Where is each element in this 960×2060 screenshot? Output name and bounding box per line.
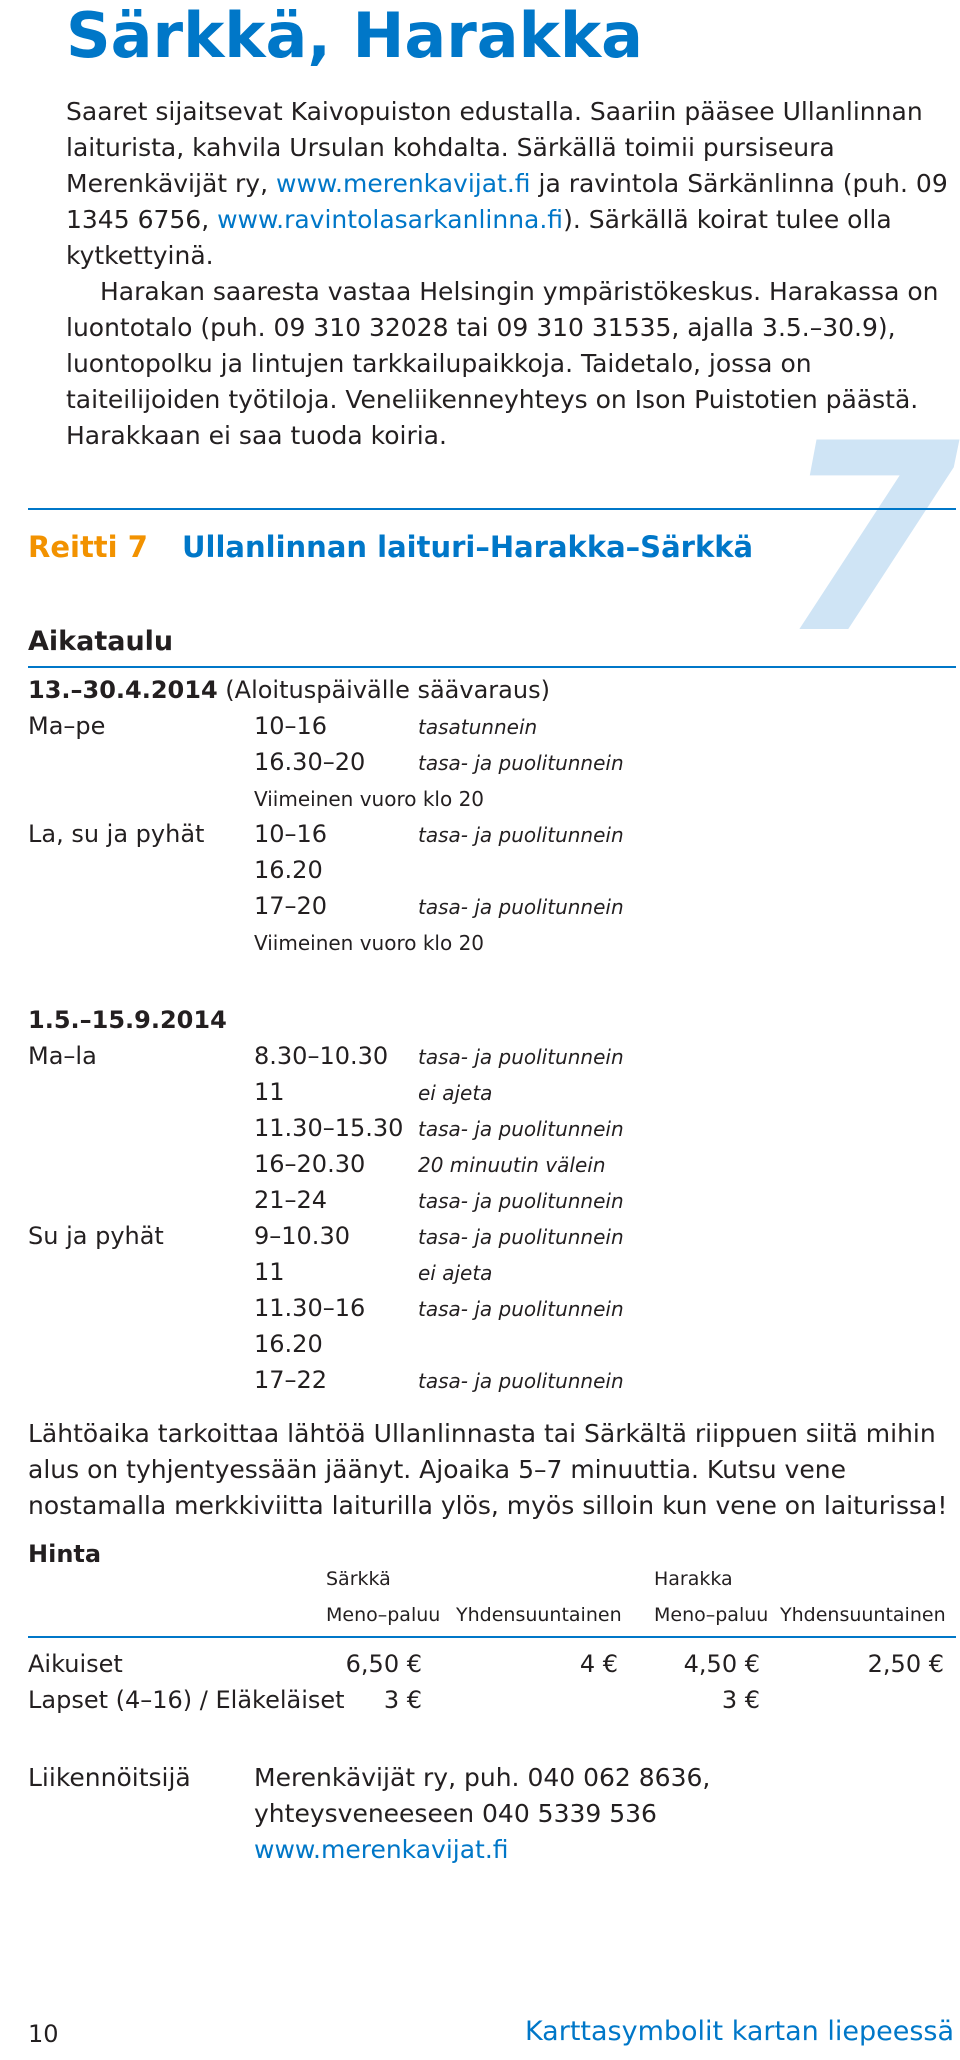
- departure-info: Lähtöaika tarkoittaa lähtöä Ullanlinnasta tai Särkältä riippuen siitä mihin alus on tyhjentyessään jäänyt. Ajoaika 5–7 minuuttia. Kutsu vene nostamalla merkkiviitta laiturilla ylös, myös silloin kun vene on laiturissa!: [28, 1419, 948, 1520]
- price-cell: 3 €: [721, 1686, 760, 1714]
- schedule-heading: Aikataulu: [28, 626, 174, 657]
- price-group-sarkka: Särkkä: [326, 1568, 391, 1590]
- price-cell: 2,50 €: [867, 1650, 944, 1678]
- route-header: [28, 530, 754, 564]
- price-divider: [28, 1636, 956, 1638]
- price-cell: 4 €: [579, 1650, 618, 1678]
- period-2-dates: 1.5.–15.9.2014: [28, 1006, 227, 1034]
- route-label: Reitti 7: [28, 530, 148, 564]
- price-col-header: Meno–paluu: [326, 1604, 441, 1626]
- ravintola-link[interactable]: www.ravintolasarkanlinna.fi: [217, 205, 564, 234]
- price-cell: 6,50 €: [345, 1650, 422, 1678]
- price-col-header: Yhdensuuntainen: [780, 1604, 946, 1626]
- route-name: Ullanlinnan laituri–Harakka–Särkkä: [182, 530, 754, 564]
- route-number-graphic: 7: [779, 389, 960, 691]
- price-col-header: Yhdensuuntainen: [456, 1604, 622, 1626]
- period-1-dates: 13.–30.4.2014: [28, 676, 218, 704]
- operator-link[interactable]: www.merenkavijat.fi: [254, 1835, 509, 1864]
- page-number: 10: [28, 2020, 59, 2048]
- route-top-divider: [28, 508, 956, 510]
- price-row-label: Aikuiset: [28, 1650, 123, 1678]
- price-row-label: Lapset (4–16) / Eläkeläiset: [28, 1686, 345, 1714]
- period-1-header: [28, 676, 550, 712]
- period-2-header: [28, 1006, 227, 1042]
- period-1-note: (Aloituspäivälle säävaraus): [225, 676, 550, 704]
- intro-paragraph-1: Saaret sijaitsevat Kaivopuiston edustalla. Saariin pääsee Ullanlinnan laiturista, kahvila Ursulan kohdalta. Särkällä toimii pursiseura Merenkävijät ry, www.merenkavijat.fi ja ravintola Särkänlinna (puh. 09 1345 6756, www.ravintolasarkanlinna.fi). Särkällä koirat tulee olla kytkettyinä.: [66, 97, 948, 270]
- intro-paragraph-2: Harakan saaresta vastaa Helsingin ympäristökeskus. Harakassa on luontotalo (puh. 09 310 32028 tai 09 310 31535, ajalla 3.5.–30.9), luontopolku ja lintujen tarkkailupaikkoja. Taidetalo, jossa on taiteilijoiden työtiloja. Veneliikenneyhteys on Ison Puistotien päästä. Harakkaan ei saa tuoda koiria.: [66, 277, 939, 450]
- merenkavijat-link[interactable]: www.merenkavijat.fi: [276, 169, 531, 198]
- price-group-harakka: Harakka: [654, 1568, 733, 1590]
- schedule-divider: [28, 666, 956, 668]
- price-cell: 3 €: [383, 1686, 422, 1714]
- price-cell: 4,50 €: [683, 1650, 760, 1678]
- page-title: Särkkä, Harakka: [66, 0, 643, 72]
- operator-phone: Merenkävijät ry, puh. 040 062 8636,: [254, 1763, 711, 1792]
- price-col-header: Meno–paluu: [654, 1604, 769, 1626]
- price-heading: Hinta: [28, 1540, 102, 1568]
- footer-section: Karttasymbolit kartan liepeessä: [524, 2016, 954, 2047]
- operator-label: Liikennöitsijä: [28, 1763, 191, 1792]
- operator-boat-phone: yhteysveneeseen 040 5339 536: [254, 1799, 657, 1828]
